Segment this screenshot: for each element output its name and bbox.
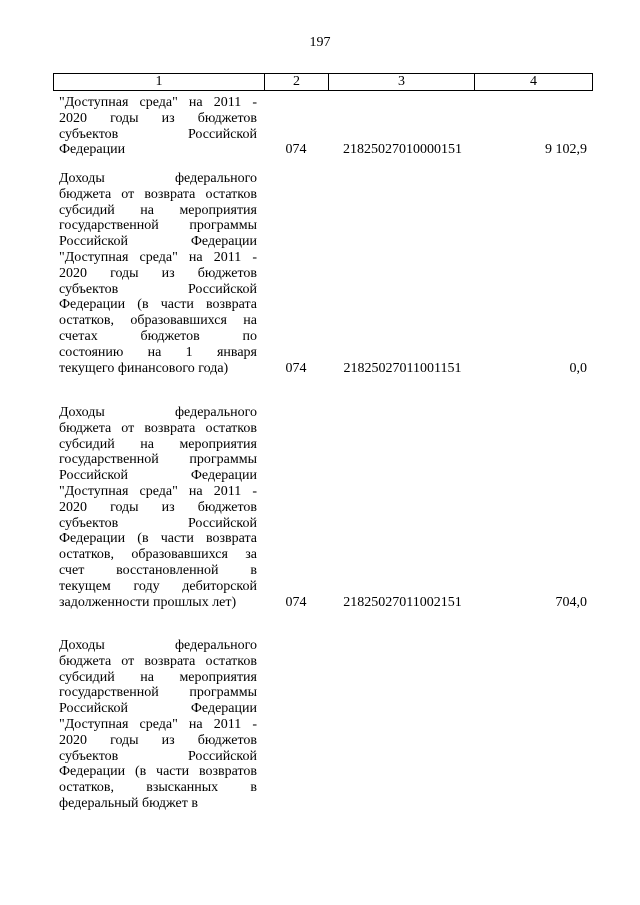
description-line: субсидий на мероприятия — [59, 202, 257, 218]
kbk-code-cell: 21825027011001151 — [343, 360, 462, 376]
kbk-code-cell: 21825027010000151 — [343, 142, 462, 158]
description-line: 2020 годы из бюджетов — [59, 732, 257, 748]
description-line: "Доступная среда" на 2011 - — [59, 716, 257, 732]
description-line: остатков, взысканных в — [59, 780, 257, 796]
description-line: государственной программы — [59, 218, 257, 234]
description-line: Доходы федерального — [59, 171, 257, 186]
description-line: Федерации (в части возврата — [59, 297, 257, 313]
description-line: 2020 годы из бюджетов — [59, 499, 257, 515]
description-line: субъектов Российской — [59, 281, 257, 297]
description-line: бюджета от возврата остатков — [59, 186, 257, 202]
description-line: остатков, образовавшихся за — [59, 547, 257, 563]
description-line: 2020 годы из бюджетов — [59, 110, 257, 126]
amount-cell: 704,0 — [555, 594, 587, 610]
description-line: Федерации (в части возврата — [59, 531, 257, 547]
header-col-2: 2 — [264, 74, 328, 90]
description-line: Российской Федерации — [59, 468, 257, 484]
description-line: "Доступная среда" на 2011 - — [59, 95, 257, 110]
header-col-4: 4 — [474, 74, 592, 90]
table-header — [53, 73, 593, 91]
description-line: государственной программы — [59, 452, 257, 468]
description-line: остатков, образовавшихся на — [59, 313, 257, 329]
description-line: Федерации (в части возвратов — [59, 764, 257, 780]
description-line: "Доступная среда" на 2011 - — [59, 483, 257, 499]
amount-cell: 0,0 — [569, 360, 587, 376]
row-description — [59, 171, 257, 376]
header-col-1: 1 — [155, 74, 163, 89]
description-line: субсидий на мероприятия — [59, 669, 257, 685]
description-line: субсидий на мероприятия — [59, 436, 257, 452]
description-line: текущем году дебиторской — [59, 578, 257, 594]
description-line: бюджета от возврата остатков — [59, 420, 257, 436]
description-line: Федерации — [59, 142, 126, 158]
description-line: состоянию на 1 января — [59, 344, 257, 360]
description-line: Российской Федерации — [59, 234, 257, 250]
description-line: государственной программы — [59, 685, 257, 701]
admin-code-cell: 074 — [285, 594, 307, 610]
description-line: 2020 годы из бюджетов — [59, 265, 257, 281]
description-line: задолженности прошлых лет) — [59, 594, 237, 610]
admin-code-cell: 074 — [285, 360, 307, 376]
description-line: текущего финансового года) — [59, 360, 229, 376]
description-line: федеральный бюджет в — [59, 795, 198, 811]
description-line: Доходы федерального — [59, 405, 257, 420]
description-line: субъектов Российской — [59, 515, 257, 531]
description-line: "Доступная среда" на 2011 - — [59, 249, 257, 265]
header-col-3: 3 — [328, 74, 474, 90]
description-line: счет восстановленной в — [59, 562, 257, 578]
description-line: счетах бюджетов по — [59, 328, 257, 344]
description-line: бюджета от возврата остатков — [59, 653, 257, 669]
amount-cell: 9 102,9 — [545, 142, 587, 158]
row-description — [59, 638, 257, 812]
description-line: субъектов Российской — [59, 126, 257, 142]
admin-code-cell: 074 — [285, 142, 307, 158]
page-number: 197 — [309, 35, 331, 50]
row-description — [59, 95, 257, 158]
row-description — [59, 405, 257, 610]
description-line: Доходы федерального — [59, 638, 257, 653]
description-line: Российской Федерации — [59, 701, 257, 717]
kbk-code-cell: 21825027011002151 — [343, 594, 462, 610]
description-line: субъектов Российской — [59, 748, 257, 764]
